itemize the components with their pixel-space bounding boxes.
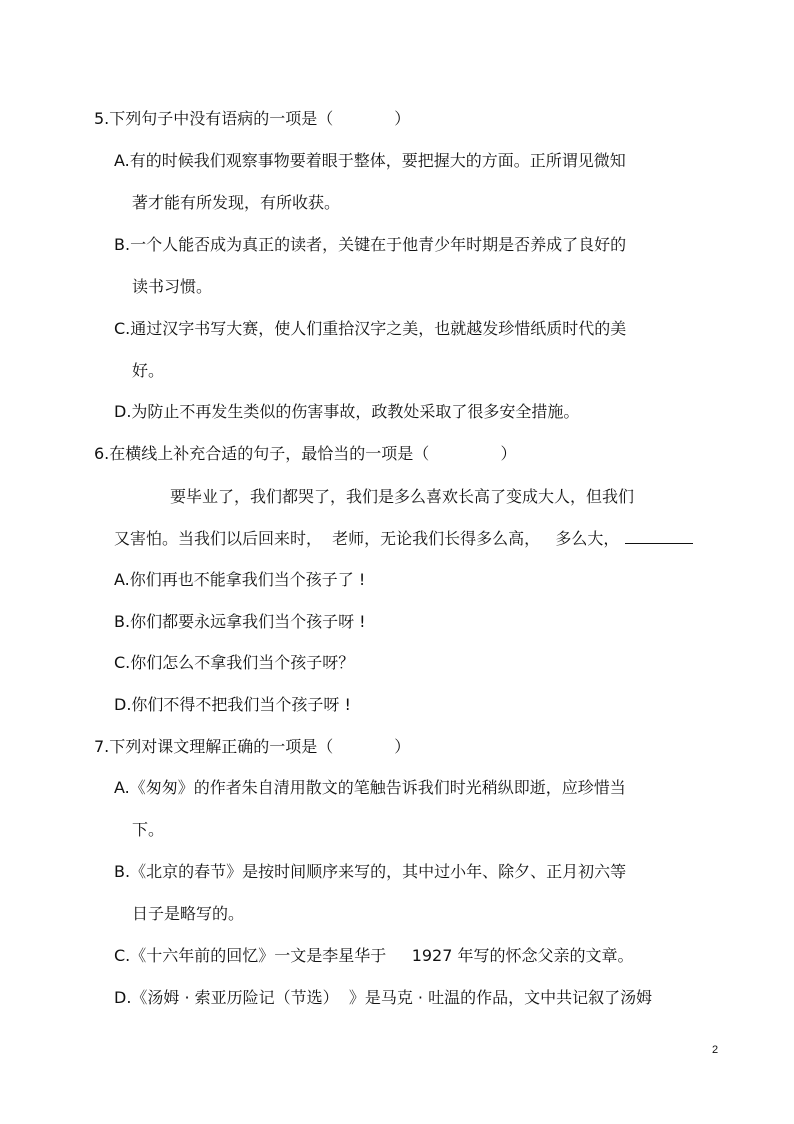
question-7-stem: 7.下列对课文理解正确的一项是（ ） xyxy=(94,737,411,756)
page-number: 2 xyxy=(712,1044,719,1056)
q7-option-b-cont: 日子是略写的。 xyxy=(132,904,245,923)
q6-option-b: B.你们都要永远拿我们当个孩子呀 ! xyxy=(114,612,366,631)
q5-option-b-cont: 读书习惯。 xyxy=(132,277,213,296)
question-6-stem: 6.在横线上补充合适的句子，最恰当的一项是（ ） xyxy=(94,444,517,463)
q6-option-c: C.你们怎么不拿我们当个孩子呀？ xyxy=(114,653,355,672)
q5-option-d: D.为防止不再发生类似的伤害事故，政教处采取了很多安全措施。 xyxy=(114,402,580,421)
q5-option-c: C.通过汉字书写大赛，使人们重拾汉字之美，也就越发珍惜纸质时代的美 xyxy=(114,319,627,338)
q7-option-b: B.《北京的春节》是按时间顺序来写的，其中过小年、除夕、正月初六等 xyxy=(114,862,627,881)
q5-option-c-cont: 好。 xyxy=(132,361,165,380)
q7-option-a-cont: 下。 xyxy=(132,820,165,839)
q6-option-a: A.你们再也不能拿我们当个孩子了 ! xyxy=(114,570,366,589)
q7-option-c: C.《十六年前的回忆》一文是李星华于 1927 年写的怀念父亲的文章。 xyxy=(114,946,634,965)
q6-passage-line-1: 要毕业了，我们都哭了，我们是多么喜欢长高了变成大人，但我们 xyxy=(170,487,635,506)
q6-passage-text: 又害怕。当我们以后回来时， 老师，无论我们长得多么高， 多么大， xyxy=(114,529,620,548)
q5-option-a: A.有的时候我们观察事物要着眼于整体，要把握大的方面。正所谓见微知 xyxy=(114,151,626,170)
q6-passage-line-2 xyxy=(114,529,693,549)
q7-option-a: A.《匆匆》的作者朱自清用散文的笔触告诉我们时光稍纵即逝，应珍惜当 xyxy=(114,778,626,797)
q5-option-b: B.一个人能否成为真正的读者，关键在于他青少年时期是否养成了良好的 xyxy=(114,235,627,254)
answer-blank xyxy=(625,529,693,544)
question-5-stem: 5.下列句子中没有语病的一项是（ ） xyxy=(94,109,411,128)
q5-option-a-cont: 著才能有所发现，有所收获。 xyxy=(132,193,341,212)
q7-option-d: D.《汤姆 · 索亚历险记（节选） 》是马克 · 吐温的作品，文中共记叙了汤姆 xyxy=(114,988,653,1007)
q6-option-d: D.你们不得不把我们当个孩子呀 ! xyxy=(114,695,351,714)
